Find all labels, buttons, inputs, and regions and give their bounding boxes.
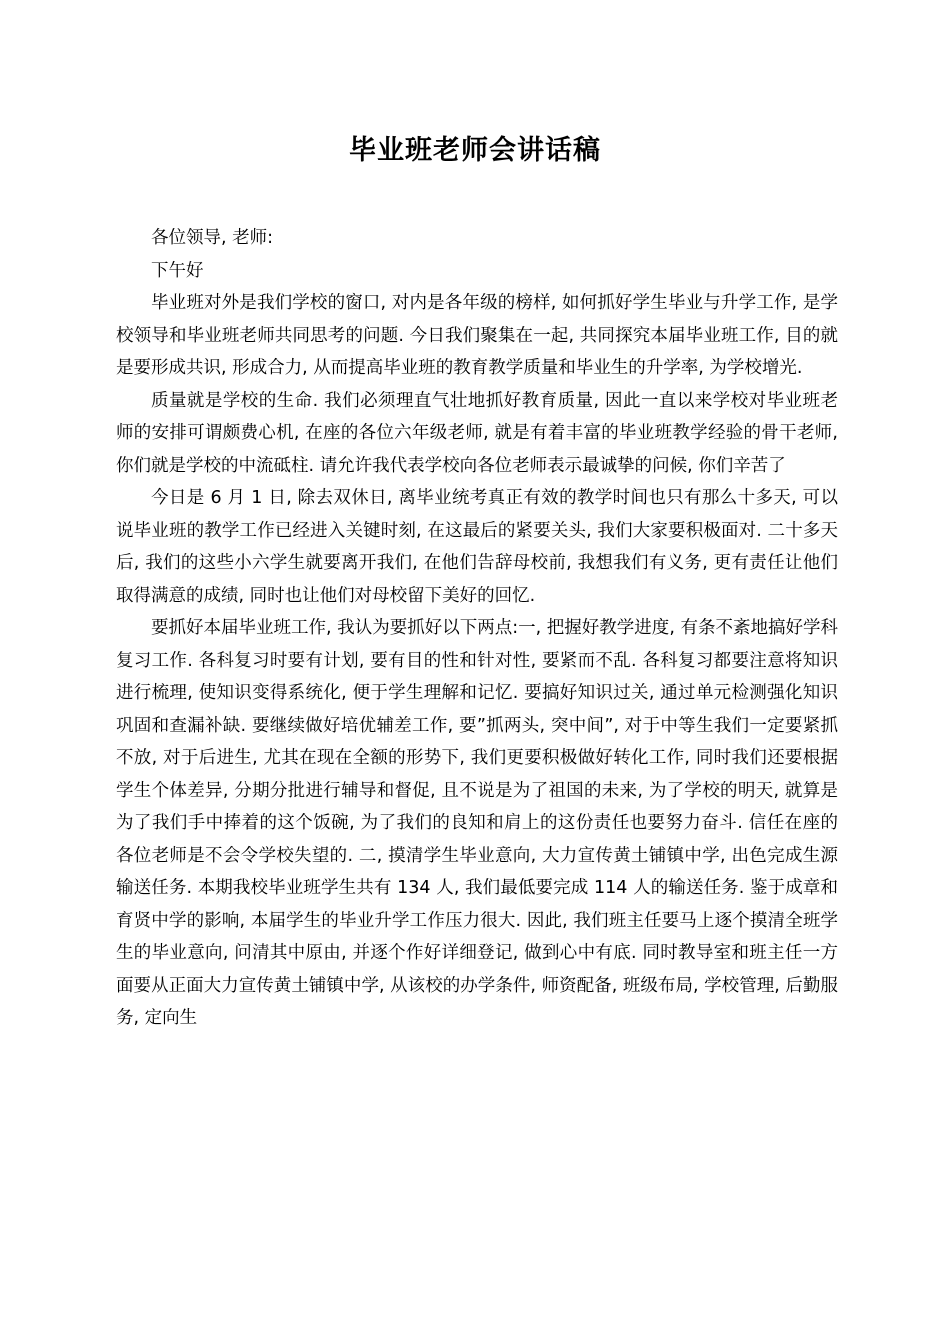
- paragraph-schedule: 今日是 6 月 1 日, 除去双休日, 离毕业统考真正有效的教学时间也只有那么十多天, 可以说毕业班的教学工作已经进入关键时刻, 在这最后的紧要关头, 我们大家要积极面对. 二十多天后, 我们的这些小六学生就要离开我们, 在他们告辞母校前, 我想我们有义务, 更有责任让他们取得满意的成绩, 同时也让他们对母校留下美好的回忆.: [116, 488, 838, 606]
- document-body: [116, 222, 838, 1035]
- document-title: 毕业班老师会讲话稿: [349, 135, 601, 166]
- paragraph-quality: 质量就是学校的生命. 我们必须理直气壮地抓好教育质量, 因此一直以来学校对毕业班老师的安排可谓颇费心机, 在座的各位六年级老师, 就是有着丰富的毕业班教学经验的骨干老师, 你们就是学校的中流砥柱. 请允许我代表学校向各位老师表示最诚挚的问候, 你们辛苦了: [116, 390, 838, 476]
- paragraph-salutation: 各位领导, 老师:: [151, 228, 274, 248]
- paragraph-key-points: 要抓好本届毕业班工作, 我认为要抓好以下两点:一, 把握好教学进度, 有条不紊地搞好学科复习工作. 各科复习时要有计划, 要有目的性和针对性, 要紧而不乱. 各科复习都要注意将知识进行梳理, 使知识变得系统化, 便于学生理解和记忆. 要搞好知识过关, 通过单元检测强化知识巩固和查漏补缺. 要继续做好培优辅差工作, 要”抓两头, 突中间”, 对于中等生我们一定要紧抓不放, 对于后进生, 尤其在现在全额的形势下, 我们更要积极做好转化工作, 同时我们还要根据学生个体差异, 分期分批进行辅导和督促, 且不说是为了祖国的未来, 为了学校的明天, 就算是为了我们手中捧着的这个饭碗, 为了我们的良知和肩上的这份责任也要努力奋斗. 信任在座的各位老师是不会令学校失望的. 二, 摸清学生毕业意向, 大力宣传黄土铺镇中学, 出色完成生源输送任务. 本期我校毕业班学生共有 134 人, 我们最低要完成 114 人的输送任务. 鉴于成章和育贤中学的影响, 本届学生的毕业升学工作压力很大. 因此, 我们班主任要马上逐个摸清全班学生的毕业意向, 问清其中原由, 并逐个作好详细登记, 做到心中有底. 同时教导室和班主任一方面要从正面大力宣传黄土铺镇中学, 从该校的办学条件, 师资配备, 班级布局, 学校管理, 后勤服务, 定向生: [116, 618, 838, 1028]
- paragraph-introduction: 毕业班对外是我们学校的窗口, 对内是各年级的榜样, 如何抓好学生毕业与升学工作, 是学校领导和毕业班老师共同思考的问题. 今日我们聚集在一起, 共同探究本届毕业班工作, 目的就是要形成共识, 形成合力, 从而提高毕业班的教育教学质量和毕业生的升学率, 为学校增光.: [116, 293, 838, 378]
- paragraph-greeting: 下午好: [151, 260, 204, 281]
